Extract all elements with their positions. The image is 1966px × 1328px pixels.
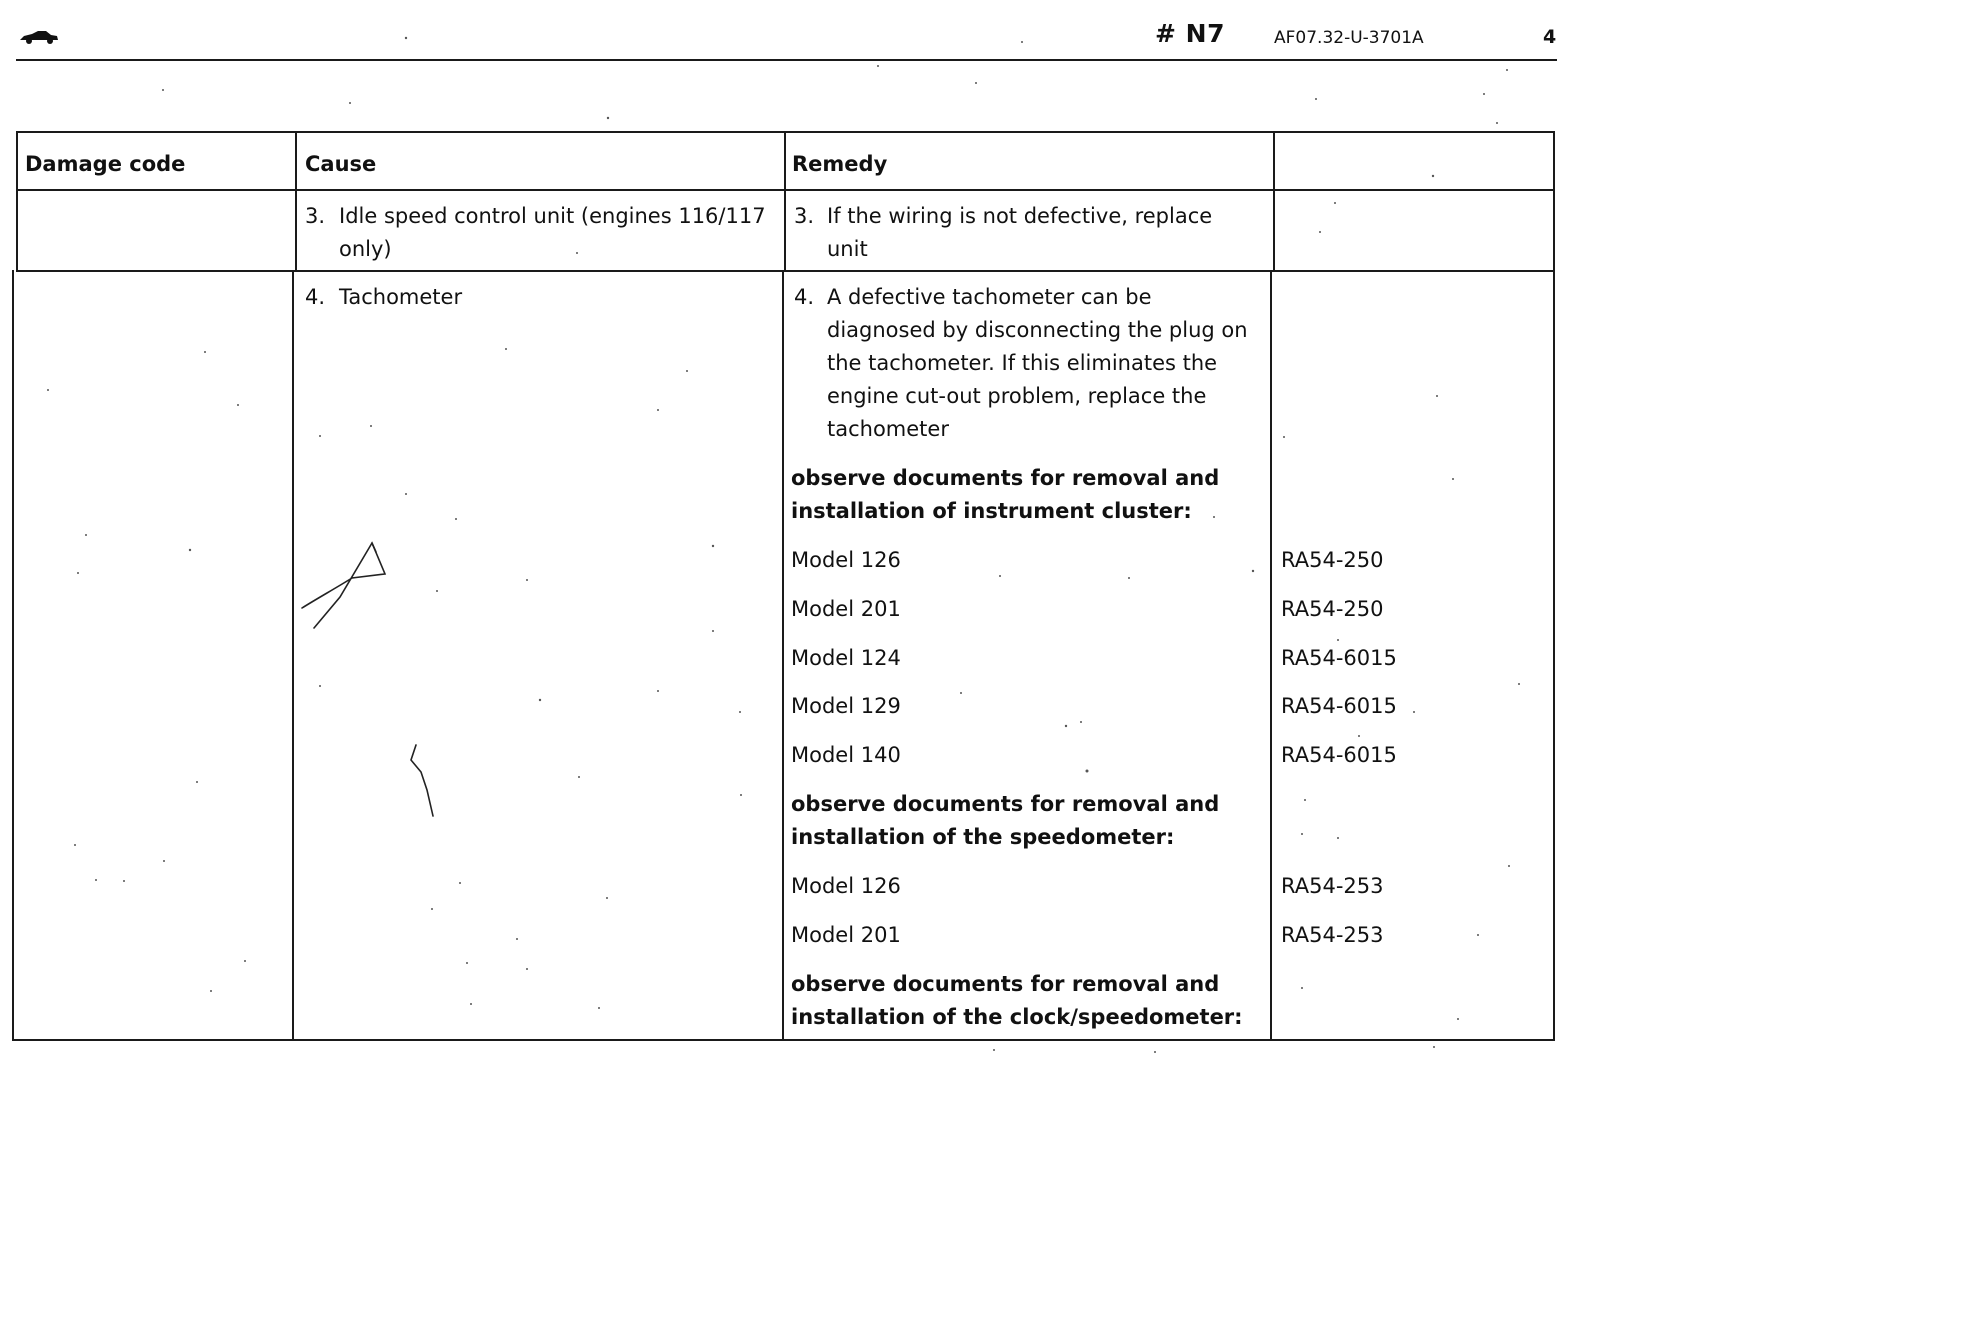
removal-note: observe documents for removal and — [791, 792, 1220, 816]
remedy-text: diagnosed by disconnecting the plug on — [827, 318, 1248, 342]
removal-note: observe documents for removal and — [791, 466, 1220, 490]
document-code: AF07.32-U-3701A — [1274, 28, 1424, 48]
cause-text: Tachometer — [339, 285, 463, 309]
reference-code: RA54-6015 — [1281, 694, 1397, 718]
reference-code: RA54-6015 — [1281, 646, 1397, 670]
cause-text: Idle speed control unit (engines 116/117 — [339, 204, 766, 228]
remedy-number: 4. — [794, 285, 815, 309]
header-remedy: Remedy — [792, 152, 888, 176]
removal-note: installation of the clock/speedometer: — [791, 1005, 1243, 1029]
pen-scribble — [302, 543, 433, 816]
removal-note: installation of instrument cluster: — [791, 499, 1192, 523]
reference-code: RA54-253 — [1281, 874, 1384, 898]
remedy-number: 3. — [794, 204, 815, 228]
reference-code: RA54-250 — [1281, 548, 1384, 572]
model-label: Model 140 — [791, 743, 901, 767]
remedy-text: If the wiring is not defective, replace — [827, 204, 1213, 228]
removal-note: installation of the speedometer: — [791, 825, 1175, 849]
reference-code: RA54-250 — [1281, 597, 1384, 621]
document-number: # N7 — [1155, 19, 1225, 48]
scan-specks — [47, 37, 1520, 1053]
header-cause: Cause — [305, 152, 377, 176]
cause-number: 4. — [305, 285, 326, 309]
model-label: Model 126 — [791, 548, 901, 572]
cause-number: 3. — [305, 204, 326, 228]
model-label: Model 129 — [791, 694, 901, 718]
model-label: Model 124 — [791, 646, 901, 670]
header-damage-code: Damage code — [25, 152, 186, 176]
remedy-text: the tachometer. If this eliminates the — [827, 351, 1218, 375]
reference-code: RA54-253 — [1281, 923, 1384, 947]
remedy-text: unit — [827, 237, 868, 261]
cause-text: only) — [339, 237, 392, 261]
remedy-text: A defective tachometer can be — [827, 285, 1152, 309]
remedy-text: tachometer — [827, 417, 949, 441]
reference-code: RA54-6015 — [1281, 743, 1397, 767]
removal-note: observe documents for removal and — [791, 972, 1220, 996]
model-label: Model 201 — [791, 923, 901, 947]
model-label: Model 201 — [791, 597, 901, 621]
model-label: Model 126 — [791, 874, 901, 898]
remedy-text: engine cut-out problem, replace the — [827, 384, 1207, 408]
page-number: 4 — [1543, 26, 1557, 48]
